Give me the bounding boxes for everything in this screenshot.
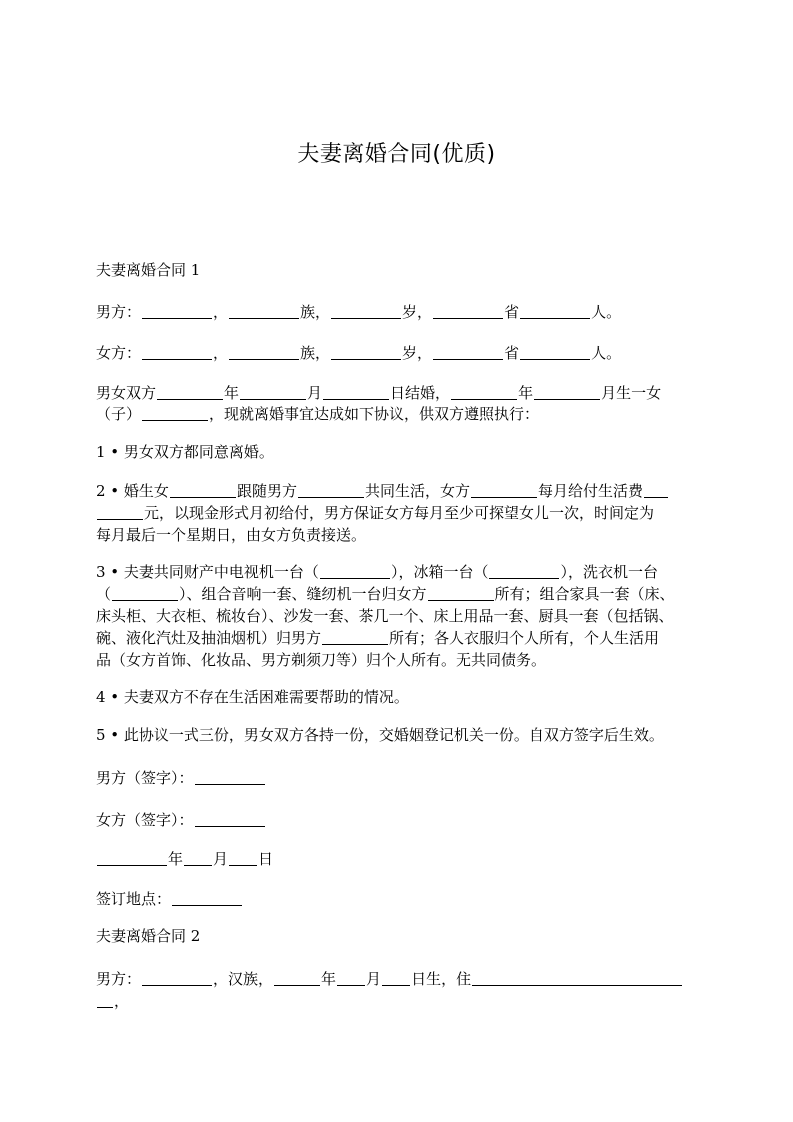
date-line: 年 月 日 bbox=[96, 848, 706, 870]
clause-3-line-5: 品（女方首饰、化妆品、男方剃须刀等）归个人所有。无共同债务。 bbox=[96, 651, 547, 669]
section-heading-2: 夫妻离婚合同 2 bbox=[96, 927, 201, 945]
clause-2-line-3: 每月最后一个星期日，由女方负责接送。 bbox=[96, 526, 367, 544]
section-heading-1: 夫妻离婚合同 1 bbox=[96, 261, 201, 279]
blank-field[interactable] bbox=[520, 344, 590, 360]
blank-field[interactable] bbox=[157, 384, 223, 400]
blank-field[interactable] bbox=[142, 970, 212, 986]
signature-field[interactable] bbox=[195, 811, 265, 827]
blank-field[interactable] bbox=[112, 585, 178, 601]
clause-2-line-2: 元，以现金形式月初给付，男方保证女方每月至少可探望女儿一次，时间定为 bbox=[96, 502, 706, 524]
man-info-line: 男方： ， 族， 岁， 省 人。 bbox=[96, 303, 622, 321]
document-title: 夫妻离婚合同(优质) bbox=[297, 142, 496, 167]
man-signature-line: 男方（签字）： bbox=[96, 767, 706, 789]
clause-2-line-1: 2 • 婚生女 跟随男方 共同生活，女方 每月给付生活费 bbox=[96, 480, 706, 502]
clause-3-line-4: 碗、液化汽灶及抽油烟机）归男方 所有；各人衣服归个人所有，个人生活用 bbox=[96, 629, 660, 647]
blank-field[interactable] bbox=[323, 384, 389, 400]
man2-info-line: 男方： ，汉族， 年 月 日生，住 bbox=[96, 968, 706, 990]
blank-field[interactable] bbox=[142, 303, 212, 319]
blank-field[interactable] bbox=[534, 384, 600, 400]
blank-field[interactable] bbox=[337, 970, 365, 986]
clause-3-line-3: 床头柜、大衣柜、梳妆台）、沙发一套、茶几一个、床上用品一套、厨具一套（包括锅、 bbox=[96, 607, 674, 625]
marriage-child-line: （子） ，现就离婚事宜达成如下协议，供双方遵照执行： bbox=[96, 405, 540, 423]
blank-field[interactable] bbox=[382, 970, 410, 986]
signing-place-line: 签订地点： bbox=[96, 888, 706, 910]
blank-field[interactable] bbox=[433, 303, 503, 319]
blank-field[interactable] bbox=[172, 890, 242, 906]
blank-field[interactable] bbox=[229, 303, 299, 319]
woman-info-line: 女方： ， 族， 岁， 省 人。 bbox=[96, 344, 622, 362]
blank-field[interactable] bbox=[97, 504, 143, 520]
blank-field[interactable] bbox=[229, 344, 299, 360]
blank-field[interactable] bbox=[489, 563, 559, 579]
blank-field[interactable] bbox=[331, 344, 401, 360]
blank-field[interactable] bbox=[433, 344, 503, 360]
blank-field[interactable] bbox=[184, 850, 212, 866]
blank-field[interactable] bbox=[274, 970, 320, 986]
clause-3-line-2: （ ）、组合音响一套、缝纫机一台归女方 所有；组合家具一套（床、 bbox=[96, 585, 675, 603]
woman-signature-line: 女方（签字）： bbox=[96, 809, 706, 831]
blank-field[interactable] bbox=[170, 482, 236, 498]
signature-field[interactable] bbox=[195, 769, 265, 785]
clause-1: 1 • 男女双方都同意离婚。 bbox=[96, 443, 274, 461]
blank-field[interactable] bbox=[240, 384, 306, 400]
blank-field[interactable] bbox=[142, 405, 208, 421]
clause-3-line-1: 3 • 夫妻共同财产中电视机一台（ ），冰箱一台（ ），洗衣机一台 bbox=[96, 563, 658, 581]
blank-field[interactable] bbox=[331, 303, 401, 319]
blank-field[interactable] bbox=[322, 629, 388, 645]
blank-field[interactable] bbox=[644, 482, 668, 498]
marriage-date-line: 男女双方 年 月 日结婚， 年 月生一女 bbox=[96, 384, 662, 402]
blank-field[interactable] bbox=[229, 850, 257, 866]
blank-field[interactable] bbox=[428, 585, 494, 601]
blank-field[interactable] bbox=[451, 384, 517, 400]
blank-field[interactable] bbox=[472, 970, 682, 986]
blank-field[interactable] bbox=[471, 482, 537, 498]
blank-field[interactable] bbox=[97, 850, 167, 866]
blank-field[interactable] bbox=[97, 992, 113, 1008]
clause-5: 5 • 此协议一式三份，男女双方各持一份，交婚姻登记机关一份。自双方签字后生效。 bbox=[96, 726, 664, 744]
clause-4: 4 • 夫妻双方不存在生活困难需要帮助的情况。 bbox=[96, 688, 409, 706]
blank-field[interactable] bbox=[320, 563, 390, 579]
blank-field[interactable] bbox=[298, 482, 364, 498]
blank-field[interactable] bbox=[142, 344, 212, 360]
blank-field[interactable] bbox=[520, 303, 590, 319]
man2-info-cont: ， bbox=[96, 990, 706, 1012]
